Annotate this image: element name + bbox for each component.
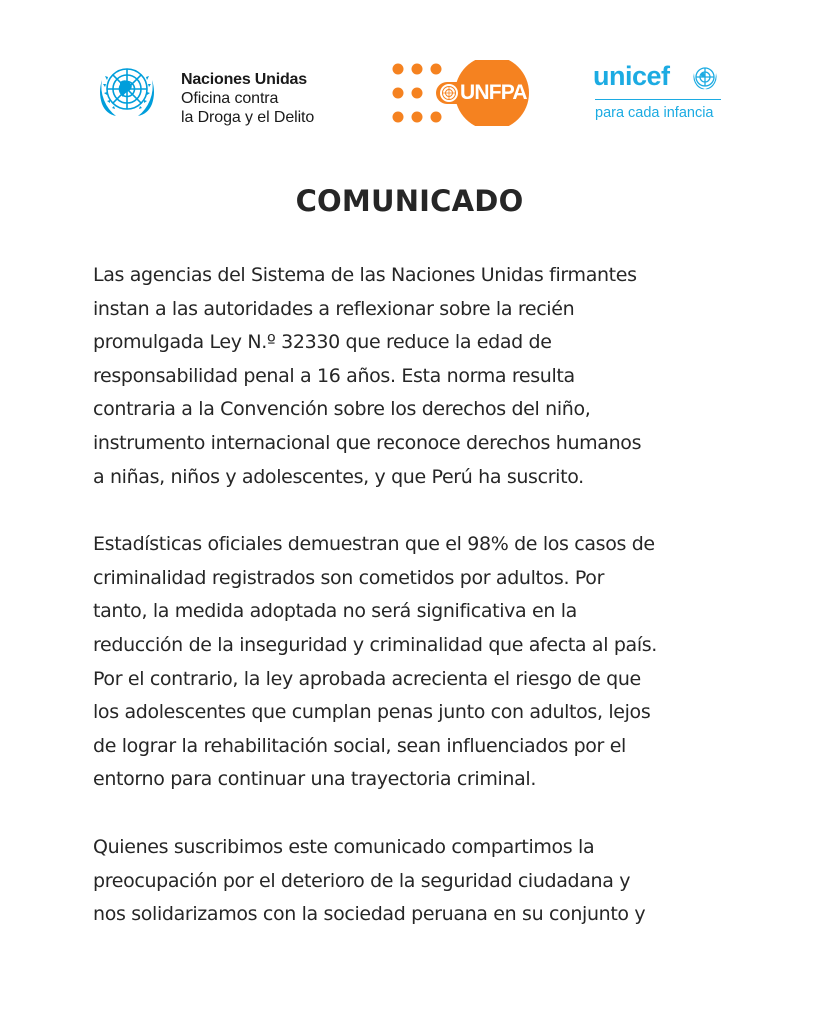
paragraph-1 <box>93 259 743 494</box>
text-line: a niñas, niños y adolescentes, y que Perú ha suscrito. <box>93 465 584 488</box>
text-line: instan a las autoridades a reflexionar sobre la recién <box>93 297 575 320</box>
text-line: Las agencias del Sistema de las Naciones Unidas firmantes <box>93 264 637 286</box>
unfpa-wordmark: UNFPA <box>460 81 527 104</box>
unodc-line-2: Oficina contra <box>181 90 279 107</box>
unfpa-logo <box>388 60 533 126</box>
text-line: de lograr la rehabilitación social, sean influenciados por el <box>93 734 626 757</box>
unicef-logo <box>593 60 733 126</box>
text-line: Estadísticas oficiales demuestran que el 98% de los casos de <box>93 533 655 556</box>
text-line: reducción de la inseguridad y criminalidad que afecta al país. <box>93 633 657 656</box>
un-emblem-icon <box>96 60 158 122</box>
text-line: nos solidarizamos con la sociedad peruana en su conjunto y <box>93 903 646 926</box>
unodc-line-1: Naciones Unidas <box>181 71 307 88</box>
unfpa-un-emblem-icon <box>440 84 458 102</box>
text-line: entorno para continuar una trayectoria criminal. <box>93 768 537 791</box>
text-line: criminalidad registrados son cometidos por adultos. Por <box>93 566 605 589</box>
logo-bar <box>0 52 819 132</box>
unodc-wordmark <box>181 70 381 127</box>
text-line: tanto, la medida adoptada no será significativa en la <box>93 600 577 623</box>
unicef-tagline: para cada infancia <box>595 105 714 121</box>
text-line: Por el contrario, la ley aprobada acrecienta el riesgo de que <box>93 667 641 690</box>
unicef-emblem-icon <box>692 64 718 90</box>
text-line: responsabilidad penal a 16 años. Esta norma resulta <box>93 364 575 387</box>
page-title: COMUNICADO <box>295 184 524 218</box>
text-line: los adolescentes que cumplan penas junto con adultos, lejos <box>93 701 651 724</box>
unodc-line-3: la Droga y el Delito <box>181 109 315 126</box>
text-line: promulgada Ley N.º 32330 que reduce la edad de <box>93 331 552 354</box>
text-line: Quienes suscribimos este comunicado compartimos la <box>93 835 595 858</box>
paragraph-3 <box>93 831 743 932</box>
text-line: contraria a la Convención sobre los derechos del niño, <box>93 398 591 421</box>
unicef-wordmark: unicef <box>593 61 670 91</box>
paragraph-2 <box>93 528 743 797</box>
document-body <box>93 259 743 966</box>
unicef-divider <box>595 99 721 100</box>
text-line: preocupación por el deterioro de la seguridad ciudadana y <box>93 869 631 892</box>
text-line: instrumento internacional que reconoce derechos humanos <box>93 431 642 454</box>
